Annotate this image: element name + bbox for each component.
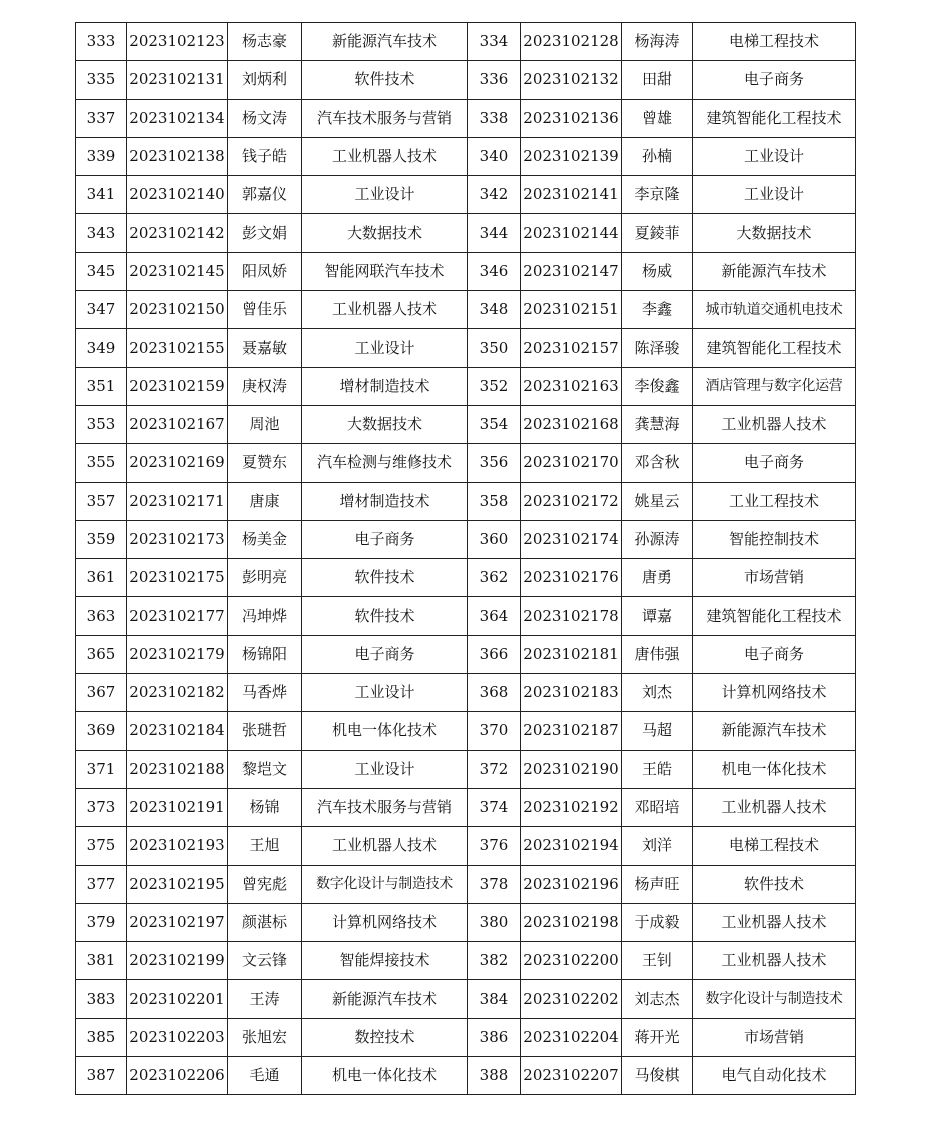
right-serial-number-cell: 366 bbox=[468, 635, 521, 673]
left-student-id-cell: 2023102197 bbox=[127, 903, 228, 941]
right-student-name-cell: 孙源涛 bbox=[622, 520, 693, 558]
table-row bbox=[76, 23, 856, 61]
right-major-cell: 工业机器人技术 bbox=[693, 788, 856, 826]
left-major-cell: 增材制造技术 bbox=[302, 482, 468, 520]
right-major-cell: 电气自动化技术 bbox=[693, 1057, 856, 1095]
left-major-cell: 工业设计 bbox=[302, 176, 468, 214]
left-student-id-cell: 2023102199 bbox=[127, 942, 228, 980]
right-student-name-cell: 刘洋 bbox=[622, 827, 693, 865]
left-student-id-cell: 2023102140 bbox=[127, 176, 228, 214]
left-serial-number-cell: 347 bbox=[76, 291, 127, 329]
right-student-name-cell: 王皓 bbox=[622, 750, 693, 788]
right-student-id-cell: 2023102190 bbox=[521, 750, 622, 788]
right-major-cell: 建筑智能化工程技术 bbox=[693, 597, 856, 635]
right-student-id-cell: 2023102136 bbox=[521, 99, 622, 137]
left-student-id-cell: 2023102191 bbox=[127, 788, 228, 826]
left-serial-number-cell: 339 bbox=[76, 137, 127, 175]
left-major-cell: 数控技术 bbox=[302, 1018, 468, 1056]
right-student-id-cell: 2023102132 bbox=[521, 61, 622, 99]
right-student-id-cell: 2023102168 bbox=[521, 405, 622, 443]
right-student-name-cell: 孙楠 bbox=[622, 137, 693, 175]
table-row bbox=[76, 367, 856, 405]
left-major-cell: 机电一体化技术 bbox=[302, 1057, 468, 1095]
student-roster-table bbox=[75, 22, 856, 1095]
table-row bbox=[76, 329, 856, 367]
table-row bbox=[76, 482, 856, 520]
right-serial-number-cell: 380 bbox=[468, 903, 521, 941]
right-student-id-cell: 2023102204 bbox=[521, 1018, 622, 1056]
right-student-id-cell: 2023102200 bbox=[521, 942, 622, 980]
left-student-name-cell: 杨美金 bbox=[228, 520, 302, 558]
right-student-name-cell: 杨海涛 bbox=[622, 23, 693, 61]
table-row bbox=[76, 214, 856, 252]
left-student-name-cell: 颜湛标 bbox=[228, 903, 302, 941]
left-student-id-cell: 2023102138 bbox=[127, 137, 228, 175]
right-major-cell: 电子商务 bbox=[693, 635, 856, 673]
left-major-cell: 汽车技术服务与营销 bbox=[302, 788, 468, 826]
right-student-name-cell: 马超 bbox=[622, 712, 693, 750]
table-row bbox=[76, 712, 856, 750]
left-major-cell: 计算机网络技术 bbox=[302, 903, 468, 941]
right-student-id-cell: 2023102128 bbox=[521, 23, 622, 61]
right-serial-number-cell: 382 bbox=[468, 942, 521, 980]
right-serial-number-cell: 342 bbox=[468, 176, 521, 214]
right-student-name-cell: 夏錂菲 bbox=[622, 214, 693, 252]
table-row bbox=[76, 252, 856, 290]
left-major-cell: 工业机器人技术 bbox=[302, 137, 468, 175]
roster-body bbox=[76, 23, 856, 1095]
right-student-id-cell: 2023102183 bbox=[521, 674, 622, 712]
right-serial-number-cell: 350 bbox=[468, 329, 521, 367]
left-student-name-cell: 彭文娟 bbox=[228, 214, 302, 252]
left-major-cell: 机电一体化技术 bbox=[302, 712, 468, 750]
right-serial-number-cell: 372 bbox=[468, 750, 521, 788]
right-serial-number-cell: 374 bbox=[468, 788, 521, 826]
left-serial-number-cell: 333 bbox=[76, 23, 127, 61]
table-row bbox=[76, 99, 856, 137]
right-major-cell: 新能源汽车技术 bbox=[693, 252, 856, 290]
left-student-id-cell: 2023102145 bbox=[127, 252, 228, 290]
right-serial-number-cell: 388 bbox=[468, 1057, 521, 1095]
left-major-cell: 软件技术 bbox=[302, 559, 468, 597]
right-student-name-cell: 龚慧海 bbox=[622, 405, 693, 443]
right-serial-number-cell: 334 bbox=[468, 23, 521, 61]
left-student-name-cell: 毛通 bbox=[228, 1057, 302, 1095]
right-student-name-cell: 陈泽骏 bbox=[622, 329, 693, 367]
table-row bbox=[76, 444, 856, 482]
left-student-name-cell: 周池 bbox=[228, 405, 302, 443]
left-student-id-cell: 2023102179 bbox=[127, 635, 228, 673]
table-row bbox=[76, 176, 856, 214]
right-serial-number-cell: 336 bbox=[468, 61, 521, 99]
left-student-name-cell: 庚权涛 bbox=[228, 367, 302, 405]
left-student-name-cell: 杨文涛 bbox=[228, 99, 302, 137]
right-student-id-cell: 2023102194 bbox=[521, 827, 622, 865]
right-serial-number-cell: 370 bbox=[468, 712, 521, 750]
left-student-id-cell: 2023102159 bbox=[127, 367, 228, 405]
right-student-id-cell: 2023102157 bbox=[521, 329, 622, 367]
right-serial-number-cell: 346 bbox=[468, 252, 521, 290]
table-row bbox=[76, 788, 856, 826]
right-major-cell: 工业设计 bbox=[693, 176, 856, 214]
right-student-id-cell: 2023102181 bbox=[521, 635, 622, 673]
right-student-id-cell: 2023102202 bbox=[521, 980, 622, 1018]
table-row bbox=[76, 1057, 856, 1095]
table-row bbox=[76, 520, 856, 558]
right-student-name-cell: 谭嘉 bbox=[622, 597, 693, 635]
right-serial-number-cell: 344 bbox=[468, 214, 521, 252]
left-major-cell: 数字化设计与制造技术 bbox=[302, 865, 468, 903]
left-student-id-cell: 2023102193 bbox=[127, 827, 228, 865]
left-serial-number-cell: 345 bbox=[76, 252, 127, 290]
left-major-cell: 软件技术 bbox=[302, 597, 468, 635]
left-student-id-cell: 2023102142 bbox=[127, 214, 228, 252]
left-student-id-cell: 2023102175 bbox=[127, 559, 228, 597]
left-student-id-cell: 2023102201 bbox=[127, 980, 228, 1018]
right-student-name-cell: 刘志杰 bbox=[622, 980, 693, 1018]
left-student-id-cell: 2023102203 bbox=[127, 1018, 228, 1056]
right-student-name-cell: 杨威 bbox=[622, 252, 693, 290]
left-serial-number-cell: 367 bbox=[76, 674, 127, 712]
left-student-id-cell: 2023102177 bbox=[127, 597, 228, 635]
left-serial-number-cell: 335 bbox=[76, 61, 127, 99]
left-serial-number-cell: 369 bbox=[76, 712, 127, 750]
left-serial-number-cell: 341 bbox=[76, 176, 127, 214]
left-serial-number-cell: 371 bbox=[76, 750, 127, 788]
left-serial-number-cell: 353 bbox=[76, 405, 127, 443]
left-major-cell: 智能网联汽车技术 bbox=[302, 252, 468, 290]
right-student-id-cell: 2023102187 bbox=[521, 712, 622, 750]
right-student-name-cell: 唐伟强 bbox=[622, 635, 693, 673]
right-student-id-cell: 2023102151 bbox=[521, 291, 622, 329]
left-major-cell: 大数据技术 bbox=[302, 405, 468, 443]
right-serial-number-cell: 376 bbox=[468, 827, 521, 865]
right-student-id-cell: 2023102172 bbox=[521, 482, 622, 520]
table-row bbox=[76, 750, 856, 788]
left-student-name-cell: 王旭 bbox=[228, 827, 302, 865]
left-student-name-cell: 冯坤烨 bbox=[228, 597, 302, 635]
left-serial-number-cell: 377 bbox=[76, 865, 127, 903]
right-student-name-cell: 邓昭培 bbox=[622, 788, 693, 826]
left-serial-number-cell: 343 bbox=[76, 214, 127, 252]
right-major-cell: 大数据技术 bbox=[693, 214, 856, 252]
left-serial-number-cell: 373 bbox=[76, 788, 127, 826]
left-major-cell: 工业设计 bbox=[302, 674, 468, 712]
left-student-name-cell: 杨锦阳 bbox=[228, 635, 302, 673]
right-serial-number-cell: 360 bbox=[468, 520, 521, 558]
left-major-cell: 汽车检测与维修技术 bbox=[302, 444, 468, 482]
left-student-name-cell: 聂嘉敏 bbox=[228, 329, 302, 367]
right-student-name-cell: 李俊鑫 bbox=[622, 367, 693, 405]
table-row bbox=[76, 903, 856, 941]
left-serial-number-cell: 355 bbox=[76, 444, 127, 482]
left-student-name-cell: 郭嘉仪 bbox=[228, 176, 302, 214]
right-major-cell: 工业设计 bbox=[693, 137, 856, 175]
right-major-cell: 电子商务 bbox=[693, 444, 856, 482]
right-major-cell: 电梯工程技术 bbox=[693, 23, 856, 61]
left-student-id-cell: 2023102184 bbox=[127, 712, 228, 750]
left-student-name-cell: 王涛 bbox=[228, 980, 302, 1018]
right-student-id-cell: 2023102196 bbox=[521, 865, 622, 903]
left-serial-number-cell: 381 bbox=[76, 942, 127, 980]
right-serial-number-cell: 378 bbox=[468, 865, 521, 903]
left-serial-number-cell: 387 bbox=[76, 1057, 127, 1095]
right-serial-number-cell: 356 bbox=[468, 444, 521, 482]
left-student-name-cell: 曾佳乐 bbox=[228, 291, 302, 329]
right-major-cell: 智能控制技术 bbox=[693, 520, 856, 558]
right-serial-number-cell: 386 bbox=[468, 1018, 521, 1056]
right-student-id-cell: 2023102144 bbox=[521, 214, 622, 252]
left-student-id-cell: 2023102131 bbox=[127, 61, 228, 99]
right-student-name-cell: 李鑫 bbox=[622, 291, 693, 329]
left-student-name-cell: 杨锦 bbox=[228, 788, 302, 826]
left-major-cell: 电子商务 bbox=[302, 520, 468, 558]
right-major-cell: 建筑智能化工程技术 bbox=[693, 99, 856, 137]
right-major-cell: 数字化设计与制造技术 bbox=[693, 980, 856, 1018]
table-row bbox=[76, 674, 856, 712]
right-major-cell: 工业机器人技术 bbox=[693, 903, 856, 941]
right-student-name-cell: 于成毅 bbox=[622, 903, 693, 941]
left-serial-number-cell: 375 bbox=[76, 827, 127, 865]
right-student-name-cell: 蒋开光 bbox=[622, 1018, 693, 1056]
table-row bbox=[76, 827, 856, 865]
right-serial-number-cell: 340 bbox=[468, 137, 521, 175]
right-serial-number-cell: 352 bbox=[468, 367, 521, 405]
left-major-cell: 软件技术 bbox=[302, 61, 468, 99]
table-row bbox=[76, 61, 856, 99]
left-major-cell: 电子商务 bbox=[302, 635, 468, 673]
right-major-cell: 计算机网络技术 bbox=[693, 674, 856, 712]
left-student-name-cell: 文云锋 bbox=[228, 942, 302, 980]
right-serial-number-cell: 368 bbox=[468, 674, 521, 712]
table-row bbox=[76, 980, 856, 1018]
left-serial-number-cell: 337 bbox=[76, 99, 127, 137]
right-serial-number-cell: 384 bbox=[468, 980, 521, 1018]
right-major-cell: 市场营销 bbox=[693, 559, 856, 597]
right-serial-number-cell: 348 bbox=[468, 291, 521, 329]
left-serial-number-cell: 361 bbox=[76, 559, 127, 597]
left-serial-number-cell: 357 bbox=[76, 482, 127, 520]
left-student-name-cell: 马香烨 bbox=[228, 674, 302, 712]
left-student-name-cell: 钱子皓 bbox=[228, 137, 302, 175]
left-student-id-cell: 2023102195 bbox=[127, 865, 228, 903]
right-serial-number-cell: 358 bbox=[468, 482, 521, 520]
left-student-id-cell: 2023102188 bbox=[127, 750, 228, 788]
left-student-name-cell: 唐康 bbox=[228, 482, 302, 520]
right-major-cell: 工业机器人技术 bbox=[693, 942, 856, 980]
right-student-name-cell: 马俊棋 bbox=[622, 1057, 693, 1095]
left-major-cell: 工业设计 bbox=[302, 329, 468, 367]
left-student-name-cell: 曾宪彪 bbox=[228, 865, 302, 903]
table-row bbox=[76, 291, 856, 329]
left-student-id-cell: 2023102169 bbox=[127, 444, 228, 482]
right-student-id-cell: 2023102207 bbox=[521, 1057, 622, 1095]
left-major-cell: 汽车技术服务与营销 bbox=[302, 99, 468, 137]
right-student-name-cell: 杨声旺 bbox=[622, 865, 693, 903]
right-major-cell: 市场营销 bbox=[693, 1018, 856, 1056]
right-major-cell: 软件技术 bbox=[693, 865, 856, 903]
right-major-cell: 建筑智能化工程技术 bbox=[693, 329, 856, 367]
right-student-name-cell: 王钊 bbox=[622, 942, 693, 980]
left-major-cell: 新能源汽车技术 bbox=[302, 980, 468, 1018]
right-student-id-cell: 2023102147 bbox=[521, 252, 622, 290]
left-student-id-cell: 2023102123 bbox=[127, 23, 228, 61]
right-student-id-cell: 2023102176 bbox=[521, 559, 622, 597]
right-student-name-cell: 曾雄 bbox=[622, 99, 693, 137]
right-serial-number-cell: 362 bbox=[468, 559, 521, 597]
left-student-name-cell: 杨志豪 bbox=[228, 23, 302, 61]
right-student-id-cell: 2023102141 bbox=[521, 176, 622, 214]
right-student-name-cell: 刘杰 bbox=[622, 674, 693, 712]
table-row bbox=[76, 865, 856, 903]
right-student-id-cell: 2023102163 bbox=[521, 367, 622, 405]
table-row bbox=[76, 137, 856, 175]
right-major-cell: 新能源汽车技术 bbox=[693, 712, 856, 750]
left-serial-number-cell: 383 bbox=[76, 980, 127, 1018]
right-major-cell: 城市轨道交通机电技术 bbox=[693, 291, 856, 329]
right-major-cell: 电梯工程技术 bbox=[693, 827, 856, 865]
left-student-id-cell: 2023102134 bbox=[127, 99, 228, 137]
left-serial-number-cell: 351 bbox=[76, 367, 127, 405]
left-student-name-cell: 彭明亮 bbox=[228, 559, 302, 597]
left-student-name-cell: 张旭宏 bbox=[228, 1018, 302, 1056]
right-major-cell: 工业工程技术 bbox=[693, 482, 856, 520]
left-serial-number-cell: 349 bbox=[76, 329, 127, 367]
right-student-name-cell: 唐勇 bbox=[622, 559, 693, 597]
left-student-name-cell: 阳凤娇 bbox=[228, 252, 302, 290]
left-major-cell: 智能焊接技术 bbox=[302, 942, 468, 980]
left-serial-number-cell: 379 bbox=[76, 903, 127, 941]
right-major-cell: 机电一体化技术 bbox=[693, 750, 856, 788]
left-major-cell: 工业设计 bbox=[302, 750, 468, 788]
left-major-cell: 大数据技术 bbox=[302, 214, 468, 252]
right-student-id-cell: 2023102192 bbox=[521, 788, 622, 826]
table-row bbox=[76, 405, 856, 443]
left-student-id-cell: 2023102155 bbox=[127, 329, 228, 367]
table-row bbox=[76, 635, 856, 673]
right-student-name-cell: 李京隆 bbox=[622, 176, 693, 214]
left-student-id-cell: 2023102182 bbox=[127, 674, 228, 712]
right-student-id-cell: 2023102170 bbox=[521, 444, 622, 482]
left-major-cell: 工业机器人技术 bbox=[302, 827, 468, 865]
right-student-name-cell: 田甜 bbox=[622, 61, 693, 99]
table-row bbox=[76, 559, 856, 597]
right-major-cell: 电子商务 bbox=[693, 61, 856, 99]
left-major-cell: 增材制造技术 bbox=[302, 367, 468, 405]
right-serial-number-cell: 354 bbox=[468, 405, 521, 443]
right-student-id-cell: 2023102178 bbox=[521, 597, 622, 635]
left-serial-number-cell: 359 bbox=[76, 520, 127, 558]
left-major-cell: 工业机器人技术 bbox=[302, 291, 468, 329]
left-student-name-cell: 张琎哲 bbox=[228, 712, 302, 750]
table-row bbox=[76, 1018, 856, 1056]
right-major-cell: 酒店管理与数字化运营 bbox=[693, 367, 856, 405]
table-row bbox=[76, 597, 856, 635]
left-student-name-cell: 夏赞东 bbox=[228, 444, 302, 482]
left-student-name-cell: 黎垲文 bbox=[228, 750, 302, 788]
left-student-id-cell: 2023102206 bbox=[127, 1057, 228, 1095]
left-serial-number-cell: 363 bbox=[76, 597, 127, 635]
left-serial-number-cell: 365 bbox=[76, 635, 127, 673]
right-major-cell: 工业机器人技术 bbox=[693, 405, 856, 443]
right-student-id-cell: 2023102174 bbox=[521, 520, 622, 558]
right-serial-number-cell: 338 bbox=[468, 99, 521, 137]
left-student-id-cell: 2023102150 bbox=[127, 291, 228, 329]
left-major-cell: 新能源汽车技术 bbox=[302, 23, 468, 61]
right-student-name-cell: 姚星云 bbox=[622, 482, 693, 520]
right-student-id-cell: 2023102139 bbox=[521, 137, 622, 175]
table-row bbox=[76, 942, 856, 980]
right-student-name-cell: 邓含秋 bbox=[622, 444, 693, 482]
left-student-name-cell: 刘炳利 bbox=[228, 61, 302, 99]
right-serial-number-cell: 364 bbox=[468, 597, 521, 635]
left-student-id-cell: 2023102167 bbox=[127, 405, 228, 443]
left-serial-number-cell: 385 bbox=[76, 1018, 127, 1056]
left-student-id-cell: 2023102171 bbox=[127, 482, 228, 520]
right-student-id-cell: 2023102198 bbox=[521, 903, 622, 941]
left-student-id-cell: 2023102173 bbox=[127, 520, 228, 558]
